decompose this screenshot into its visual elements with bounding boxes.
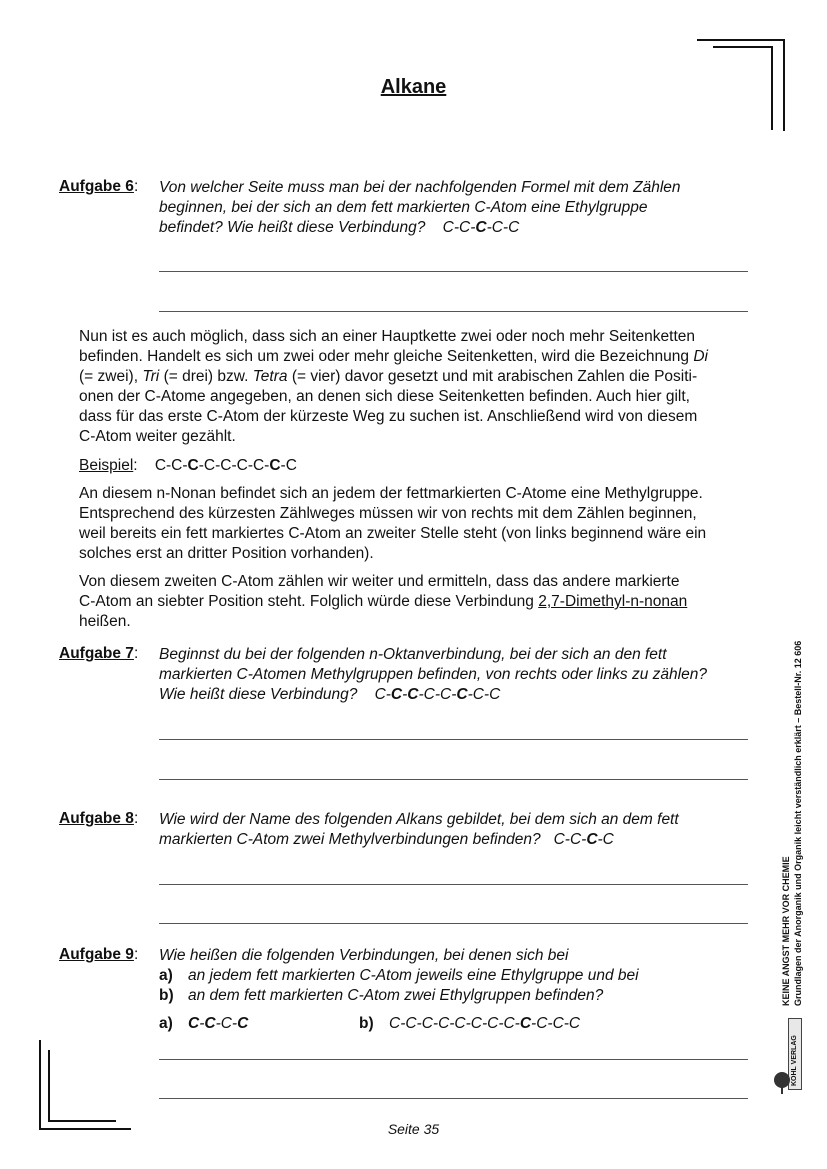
paragraph-line: befinden. Handelt es sich um zwei oder mehr gleiche Seitenketten, wird die Bezeichnung Di <box>79 348 708 365</box>
paragraph-line: (= zwei), Tri (= drei) bzw. Tetra (= vier) davor gesetzt und mit arabischen Zahlen die Positi- <box>79 368 698 385</box>
task-8-text <box>159 810 759 850</box>
task-7-text <box>159 645 759 705</box>
corner-decoration-top-right <box>697 39 785 41</box>
tree-icon <box>781 1086 783 1094</box>
task-text-line: Beginnst du bei der folgenden n-Oktanverbindung, bei der sich an den fett <box>159 646 667 663</box>
formula: C-C-C-C <box>188 1015 249 1032</box>
paragraph-line: Entsprechend des kürzesten Zählweges müssen wir von rechts mit dem Zählen beginnen, <box>79 505 697 522</box>
page-title: Alkane <box>380 76 447 98</box>
task-text-line: befindet? Wie heißt diese Verbindung? C-C-C-C-C <box>159 219 520 236</box>
page-number: Seite 35 <box>387 1121 440 1137</box>
task-label: Aufgabe 7 <box>59 645 134 662</box>
paragraph-line: C-Atom weiter gezählt. <box>79 428 236 445</box>
formula: C-C-C-C-C <box>442 219 520 236</box>
formula-b: b) C-C-C-C-C-C-C-C-C-C-C-C <box>359 1015 581 1032</box>
paragraph-line: An diesem n-Nonan befindet sich an jedem der fettmarkierten C-Atome eine Methylgruppe. <box>79 485 703 502</box>
task-text-line: Wie wird der Name des folgenden Alkans gebildet, bei dem sich an dem fett <box>159 811 679 828</box>
answer-line[interactable] <box>159 923 748 924</box>
formula-a: a) C-C-C-C <box>159 1015 249 1032</box>
task-9-text <box>159 946 759 1006</box>
answer-line[interactable] <box>159 1098 748 1099</box>
paragraph-line: weil bereits ein fett markiertes C-Atom an zweiter Stelle steht (von links beginnend wäre ein <box>79 525 707 542</box>
task-text-line: markierten C-Atomen Methylgruppen befinden, von rechts oder links zu zählen? <box>159 666 707 683</box>
task-7: Aufgabe 7: <box>59 645 139 662</box>
paragraph-line: solches erst an dritter Position vorhanden). <box>79 545 374 562</box>
task-label: Aufgabe 9 <box>59 946 134 963</box>
publisher-logo <box>774 1016 804 1098</box>
paragraph-line: dass für das erste C-Atom der kürzeste Weg zu suchen ist. Anschließend wird von diesem <box>79 408 698 425</box>
answer-line[interactable] <box>159 271 748 272</box>
task-text-line: Wie heißt diese Verbindung? C-C-C-C-C-C-C-C <box>159 686 501 703</box>
explanation-paragraph <box>79 484 748 564</box>
corner-decoration-bottom-left <box>39 1040 41 1130</box>
answer-line[interactable] <box>159 779 748 780</box>
paragraph-line: C-Atom an siebter Position steht. Folglich würde diese Verbindung 2,7-Dimethyl-n-nonan <box>79 593 688 610</box>
formula: C-C-C-C <box>553 831 614 848</box>
task-8: Aufgabe 8: <box>59 810 139 827</box>
paragraph-line: Von diesem zweiten C-Atom zählen wir weiter und ermitteln, dass das andere markierte <box>79 573 680 590</box>
task-text-line: markierten C-Atom zwei Methylverbindungen befinden? C-C-C-C <box>159 831 614 848</box>
example-label: Beispiel <box>79 457 134 474</box>
formula: C-C-C-C-C-C-C-C <box>374 686 501 703</box>
task-label: Aufgabe 6 <box>59 178 134 195</box>
answer-line[interactable] <box>159 739 748 740</box>
corner-decoration-bottom-left <box>48 1050 50 1122</box>
task-text-line: b) an dem fett markierten C-Atom zwei Ethylgruppen befinden? <box>159 987 604 1004</box>
sidebar-book-subtitle: Grundlagen der Anorganik und Organik leicht verständlich erklärt – Bestell-Nr. 12 606 <box>793 640 803 1006</box>
paragraph-line: heißen. <box>79 613 131 630</box>
task-label: Aufgabe 8 <box>59 810 134 827</box>
paragraph-line: onen der C-Atome angegeben, an denen sich diese Seitenketten befinden. Auch hier gilt, <box>79 388 690 405</box>
answer-line[interactable] <box>159 311 748 312</box>
sidebar-book-title: KEINE ANGST MEHR VOR CHEMIE <box>781 856 791 1006</box>
formula: C-C-C-C-C-C-C-C-C <box>154 457 297 474</box>
publisher-logo-text: KOHL VERLAG <box>791 1035 798 1086</box>
corner-decoration-top-right <box>713 46 773 48</box>
example-line: Beispiel: C-C-C-C-C-C-C-C-C <box>79 457 297 474</box>
explanation-paragraph <box>79 572 748 632</box>
paragraph-line: Nun ist es auch möglich, dass sich an einer Hauptkette zwei oder noch mehr Seitenketten <box>79 328 696 345</box>
answer-line[interactable] <box>159 1059 748 1060</box>
task-text-line: Von welcher Seite muss man bei der nachfolgenden Formel mit dem Zählen <box>159 179 681 196</box>
task-text-line: Wie heißen die folgenden Verbindungen, bei denen sich bei <box>159 947 569 964</box>
compound-name: 2,7-Dimethyl-n-nonan <box>538 593 688 610</box>
answer-line[interactable] <box>159 884 748 885</box>
intro-paragraph <box>79 327 748 447</box>
task-text-line: a) an jedem fett markierten C-Atom jeweils eine Ethylgruppe und bei <box>159 967 639 984</box>
task-6-text <box>159 178 759 238</box>
task-text-line: beginnen, bei der sich an dem fett markierten C-Atom eine Ethylgruppe <box>159 199 648 216</box>
task-9: Aufgabe 9: <box>59 946 139 963</box>
formula: C-C-C-C-C-C-C-C-C-C-C-C <box>389 1015 581 1032</box>
task-6: Aufgabe 6: <box>59 178 139 195</box>
